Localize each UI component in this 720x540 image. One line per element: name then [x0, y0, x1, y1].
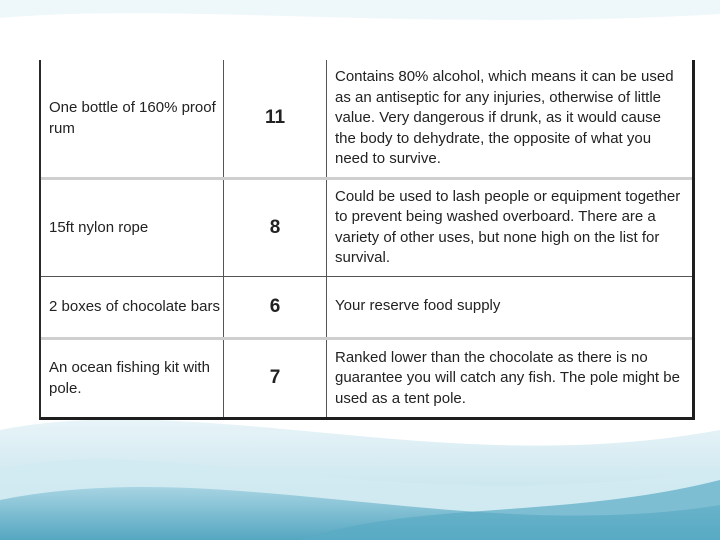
reason-cell: Contains 80% alcohol, which means it can be used as an antiseptic for any injuries, otherwise of little value. Very dangerous if drunk, as it would cause the body to dehydrate, the opposite of what you need to survive. — [327, 60, 693, 178]
rank-cell: 6 — [224, 276, 327, 338]
item-cell: One bottle of 160% proof rum — [41, 60, 224, 178]
table-row — [41, 276, 692, 338]
survival-items-table — [39, 60, 695, 420]
item-cell: An ocean fishing kit with pole. — [41, 338, 224, 417]
rank-cell: 11 — [224, 60, 327, 178]
table-row — [41, 338, 692, 417]
reason-cell: Could be used to lash people or equipment together to prevent being washed overboard. There are a variety of other uses, but none high on the list for survival. — [327, 178, 693, 276]
rank-cell: 8 — [224, 178, 327, 276]
reason-cell: Your reserve food supply — [327, 276, 693, 338]
table-row — [41, 60, 692, 178]
rank-cell: 7 — [224, 338, 327, 417]
reason-cell: Ranked lower than the chocolate as there is no guarantee you will catch any fish. The pole might be used as a tent pole. — [335, 348, 680, 407]
item-cell: 2 boxes of chocolate bars — [41, 276, 224, 338]
table-row — [41, 178, 692, 276]
item-cell: 15ft nylon rope — [41, 178, 224, 276]
